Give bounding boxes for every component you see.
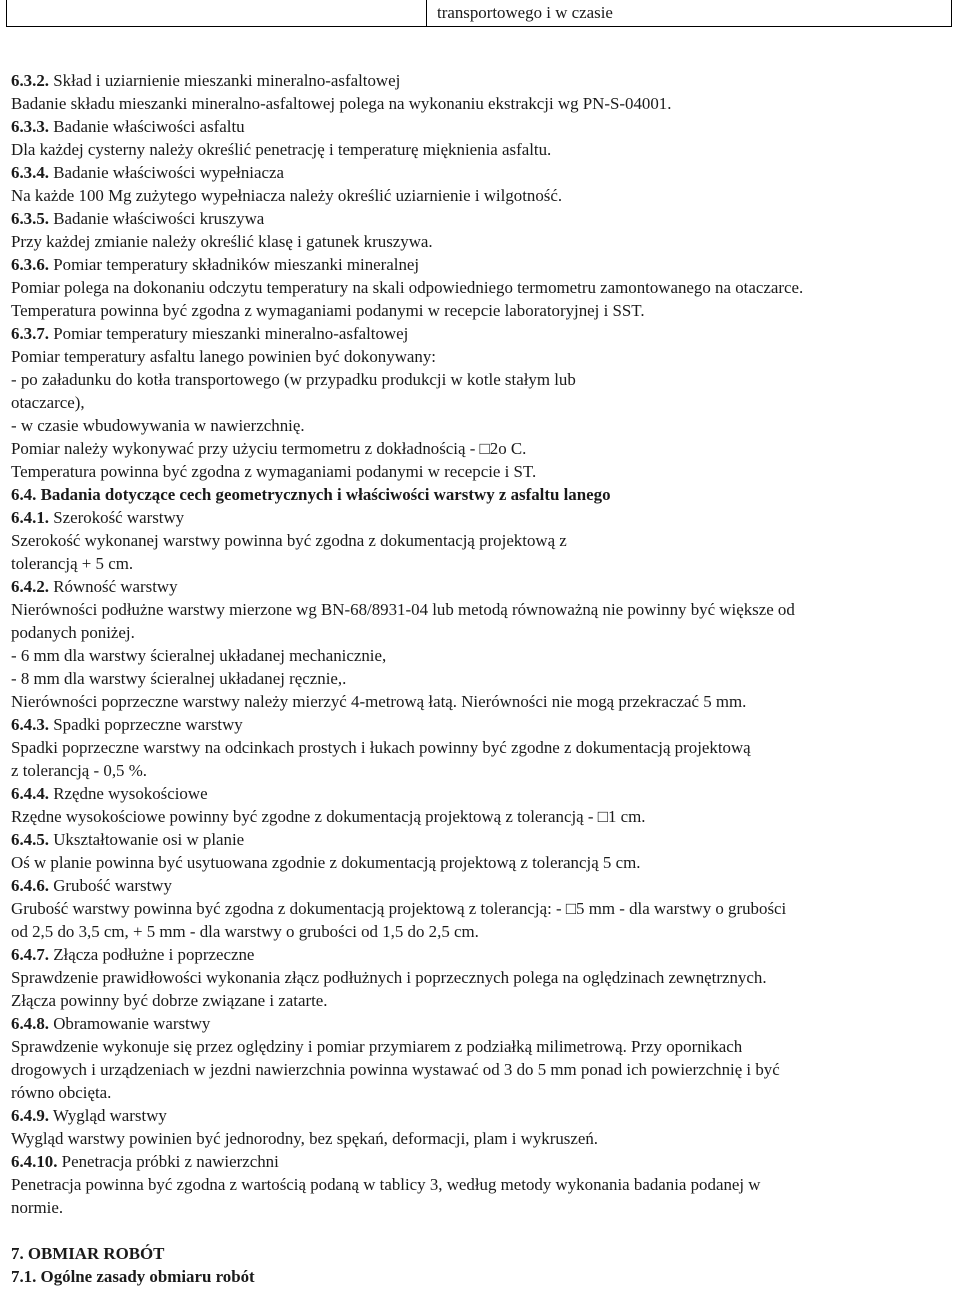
section-title: Obramowanie warstwy — [49, 1014, 211, 1033]
paragraph-line: Badanie składu mieszanki mineralno-asfaltowej polega na wykonaniu ekstrakcji wg PN-S-04001. — [11, 94, 672, 113]
section-title: Pomiar temperatury mieszanki mineralno-asfaltowej — [49, 324, 409, 343]
section-heading — [11, 483, 953, 506]
section-title: Spadki poprzeczne warstwy — [49, 715, 243, 734]
paragraph-line: Sprawdzenie wykonuje się przez oględziny i pomiar przymiarem z podziałką milimetrową. Przy opornikach — [11, 1037, 743, 1056]
paragraph-line: - po załadunku do kotła transportowego (w przypadku produkcji w kotle stałym lub — [11, 370, 576, 389]
section-heading — [11, 253, 953, 276]
section-heading — [11, 943, 953, 966]
section-number: 6.4.2. — [11, 577, 50, 596]
table-divider — [426, 0, 427, 26]
section-number: 7. OBMIAR ROBÓT — [11, 1244, 165, 1263]
section-title: Grubość warstwy — [49, 876, 172, 895]
paragraph-line: równo obcięta. — [11, 1083, 112, 1102]
paragraph-line: - 6 mm dla warstwy ścieralnej układanej mechanicznie, — [11, 646, 387, 665]
section-title: Badania dotyczące cech geometrycznych i właściwości warstwy z asfaltu lanego — [36, 485, 611, 504]
section-title: Badanie właściwości wypełniacza — [49, 163, 284, 182]
section-number: 6.3.5. — [11, 209, 50, 228]
paragraph-line: - w czasie wbudowywania w nawierzchnię. — [11, 416, 305, 435]
section-number: 6.4.4. — [11, 784, 50, 803]
section-title: Ukształtowanie osi w planie — [49, 830, 245, 849]
paragraph-line: normie. — [11, 1198, 64, 1217]
paragraph-line: Na każde 100 Mg zużytego wypełniacza należy określić uziarnienie i wilgotność. — [11, 186, 563, 205]
section-title: Skład i uziarnienie mieszanki mineralno-asfaltowej — [49, 71, 401, 90]
paragraph-line: Oś w planie powinna być usytuowana zgodnie z dokumentacją projektową z tolerancją 5 cm. — [11, 853, 641, 872]
paragraph-line: podanych poniżej. — [11, 623, 135, 642]
section-title: Równość warstwy — [49, 577, 178, 596]
section-title: Badanie właściwości asfaltu — [49, 117, 245, 136]
paragraph-line: Pomiar temperatury asfaltu lanego powinien być dokonywany: — [11, 347, 436, 366]
section-number: 6.3.7. — [11, 324, 50, 343]
section-heading — [11, 1242, 953, 1265]
section-number: 6.3.3. — [11, 117, 50, 136]
section-number: 6.3.6. — [11, 255, 50, 274]
section-number: 6.3.4. — [11, 163, 50, 182]
paragraph-line: Wygląd warstwy powinien być jednorodny, bez spękań, deformacji, plam i wykruszeń. — [11, 1129, 599, 1148]
section-number: 6.4.1. — [11, 508, 50, 527]
section-number: 6.3.2. — [11, 71, 50, 90]
section-heading — [11, 782, 953, 805]
section-number: 6.4.3. — [11, 715, 50, 734]
section-number: 6.4.5. — [11, 830, 50, 849]
section-heading — [11, 1104, 953, 1127]
section-title: Penetracja próbki z nawierzchni — [57, 1152, 279, 1171]
paragraph-line: Dla każdej cysterny należy określić penetrację i temperaturę mięknienia asfaltu. — [11, 140, 552, 159]
paragraph-line: Grubość warstwy powinna być zgodna z dokumentacją projektową z tolerancją: - □5 mm - dla warstwy o grubości — [11, 899, 787, 918]
section-number: 6.4.8. — [11, 1014, 50, 1033]
paragraph-line: Spadki poprzeczne warstwy na odcinkach prostych i łukach powinny być zgodne z dokumentacją projektową — [11, 738, 751, 757]
section-heading — [11, 828, 953, 851]
section-heading — [11, 1265, 953, 1288]
section-title: Złącza podłużne i poprzeczne — [49, 945, 255, 964]
paragraph-line: Szerokość wykonanej warstwy powinna być zgodna z dokumentacją projektową z — [11, 531, 567, 550]
section-number: 6.4.9. — [11, 1106, 50, 1125]
paragraph-line: Rzędne wysokościowe powinny być zgodne z dokumentacją projektową z tolerancją - □1 cm. — [11, 807, 646, 826]
paragraph-line: z tolerancją - 0,5 %. — [11, 761, 147, 780]
paragraph-line: tolerancją + 5 cm. — [11, 554, 134, 573]
paragraph-line: Nierówności podłużne warstwy mierzone wg BN-68/8931-04 lub metodą równoważną nie powinny być większe od — [11, 600, 795, 619]
section-number: 6.4. — [11, 485, 37, 504]
section-heading — [11, 161, 953, 184]
paragraph-line: Nierówności poprzeczne warstwy należy mierzyć 4-metrową łatą. Nierówności nie mogą przekraczać 5 mm. — [11, 692, 747, 711]
section-heading — [11, 1012, 953, 1035]
section-title: Badanie właściwości kruszywa — [49, 209, 265, 228]
document-body — [11, 69, 953, 1288]
paragraph-line: Przy każdej zmianie należy określić klasę i gatunek kruszywa. — [11, 232, 433, 251]
table-fragment — [6, 0, 952, 27]
table-cell-text: transportowego i w czasie — [437, 3, 613, 22]
section-heading — [11, 1150, 953, 1173]
section-title: Wygląd warstwy — [49, 1106, 167, 1125]
paragraph-line: otaczarce), — [11, 393, 85, 412]
section-title: Rzędne wysokościowe — [49, 784, 208, 803]
paragraph-line: od 2,5 do 3,5 cm, + 5 mm - dla warstwy o grubości od 1,5 do 2,5 cm. — [11, 922, 479, 941]
section-number: 7.1. Ogólne zasady obmiaru robót — [11, 1267, 255, 1286]
paragraph-line: Pomiar polega na dokonaniu odczytu temperatury na skali odpowiedniego termometru zamontowanego na otaczarce. — [11, 278, 804, 297]
section-heading — [11, 874, 953, 897]
paragraph-line: Penetracja powinna być zgodna z wartością podaną w tablicy 3, według metody wykonania badania podanej w — [11, 1175, 761, 1194]
section-heading — [11, 69, 953, 92]
paragraph-line: Złącza powinny być dobrze związane i zatarte. — [11, 991, 328, 1010]
section-heading — [11, 207, 953, 230]
section-number: 6.4.6. — [11, 876, 50, 895]
paragraph-line: Temperatura powinna być zgodna z wymaganiami podanymi w recepcie i ST. — [11, 462, 537, 481]
section-heading — [11, 506, 953, 529]
section-heading — [11, 322, 953, 345]
paragraph-line: Temperatura powinna być zgodna z wymaganiami podanymi w recepcie laboratoryjnej i SST. — [11, 301, 645, 320]
section-title: Pomiar temperatury składników mieszanki mineralnej — [49, 255, 420, 274]
section-heading — [11, 575, 953, 598]
paragraph-line: Sprawdzenie prawidłowości wykonania złącz podłużnych i poprzecznych polega na oględzinach zewnętrznych. — [11, 968, 767, 987]
paragraph-line: drogowych i urządzeniach w jezdni nawierzchnia powinna wystawać od 3 do 5 mm ponad ich powierzchnię i być — [11, 1060, 780, 1079]
section-number: 6.4.10. — [11, 1152, 58, 1171]
section-heading — [11, 713, 953, 736]
section-number: 6.4.7. — [11, 945, 50, 964]
spacer — [11, 1219, 953, 1242]
section-heading — [11, 115, 953, 138]
paragraph-line: - 8 mm dla warstwy ścieralnej układanej ręcznie,. — [11, 669, 347, 688]
section-title: Szerokość warstwy — [49, 508, 185, 527]
paragraph-line: Pomiar należy wykonywać przy użyciu termometru z dokładnością - □2o C. — [11, 439, 527, 458]
